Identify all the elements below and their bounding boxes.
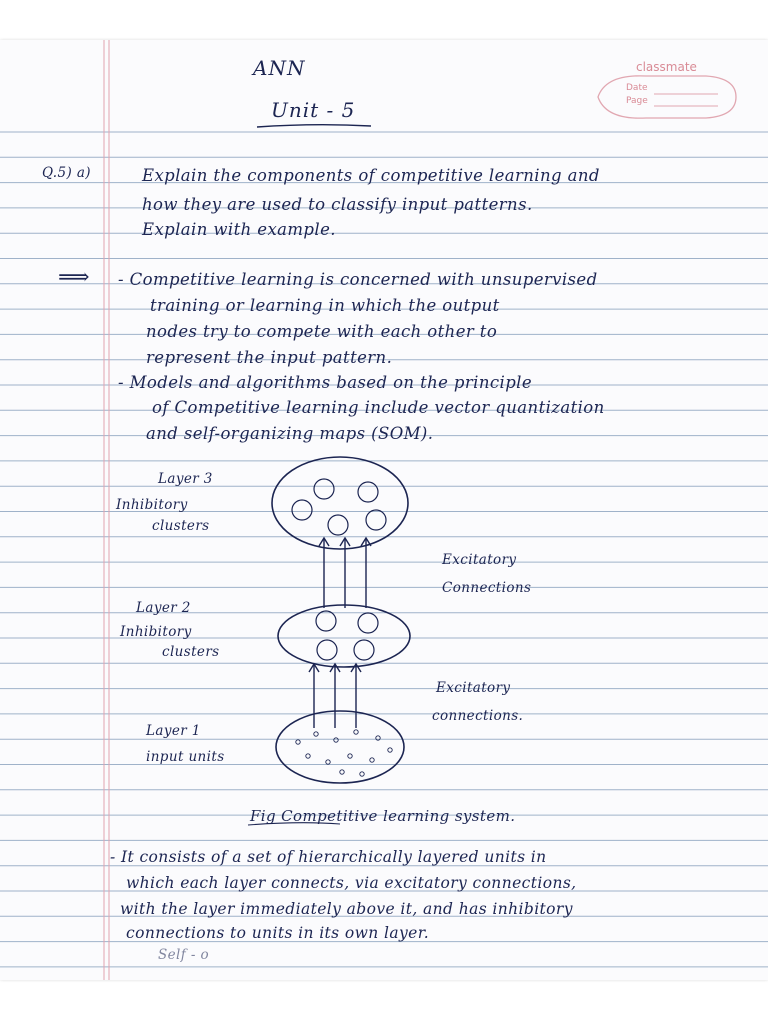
layer1-input-units-label: input units: [146, 749, 225, 765]
description-line-3: with the layer immediately above it, and has inhibitory: [120, 900, 573, 918]
answer-line-1: - Competitive learning is concerned with unsupervised: [118, 270, 598, 289]
notebook-brand: classmate: [636, 60, 697, 74]
lower-excitatory-arrows: [309, 664, 361, 728]
description-line-1: - It consists of a set of hierarchically layered units in: [110, 848, 547, 866]
lower-connections-label: connections.: [432, 708, 524, 724]
question-line-1: Explain the components of competitive learning and: [142, 166, 600, 185]
figure-caption: Fig Competitive learning system.: [250, 807, 516, 825]
layer2-label: Layer 2: [136, 600, 191, 616]
answer-line-6: of Competitive learning include vector quantization: [152, 398, 605, 417]
layer2-nodes: [316, 611, 378, 660]
unit-title: Unit - 5: [271, 98, 356, 122]
layer2-inhibitory-label: Inhibitory: [120, 624, 192, 640]
upper-excitatory-label: Excitatory: [442, 552, 517, 568]
layer3-clusters-label: clusters: [152, 518, 210, 534]
cut-off-text: Self - o: [158, 947, 210, 963]
upper-connections-label: Connections: [442, 580, 532, 596]
notebook-page: [0, 40, 768, 980]
description-line-4: connections to units in its own layer.: [126, 924, 430, 942]
layer2-clusters-label: clusters: [162, 644, 220, 660]
answer-line-5: - Models and algorithms based on the principle: [118, 373, 533, 392]
date-label: Date: [626, 83, 648, 93]
layer1-label: Layer 1: [146, 723, 201, 739]
question-line-2: how they are used to classify input patterns.: [142, 195, 533, 214]
layer3-cluster: [272, 457, 408, 549]
answer-line-2: training or learning in which the output: [150, 296, 500, 315]
layer2-cluster: [278, 605, 410, 667]
layer3-nodes: [292, 479, 386, 535]
answer-line-3: nodes try to compete with each other to: [146, 322, 498, 341]
subject-title: ANN: [253, 56, 306, 80]
answer-arrow: ⟹: [58, 265, 90, 290]
layer3-label: Layer 3: [158, 471, 213, 487]
page-label: Page: [626, 96, 648, 106]
answer-line-7: and self-organizing maps (SOM).: [146, 424, 434, 443]
description-line-2: which each layer connects, via excitatory connections,: [126, 874, 577, 892]
question-line-3: Explain with example.: [142, 220, 336, 239]
lower-excitatory-label: Excitatory: [436, 680, 511, 696]
layer3-inhibitory-label: Inhibitory: [116, 497, 188, 513]
answer-line-4: represent the input pattern.: [146, 348, 393, 367]
question-number: Q.5) a): [42, 165, 91, 181]
layer1-units: [276, 711, 404, 783]
input-unit-dots: [296, 730, 392, 776]
